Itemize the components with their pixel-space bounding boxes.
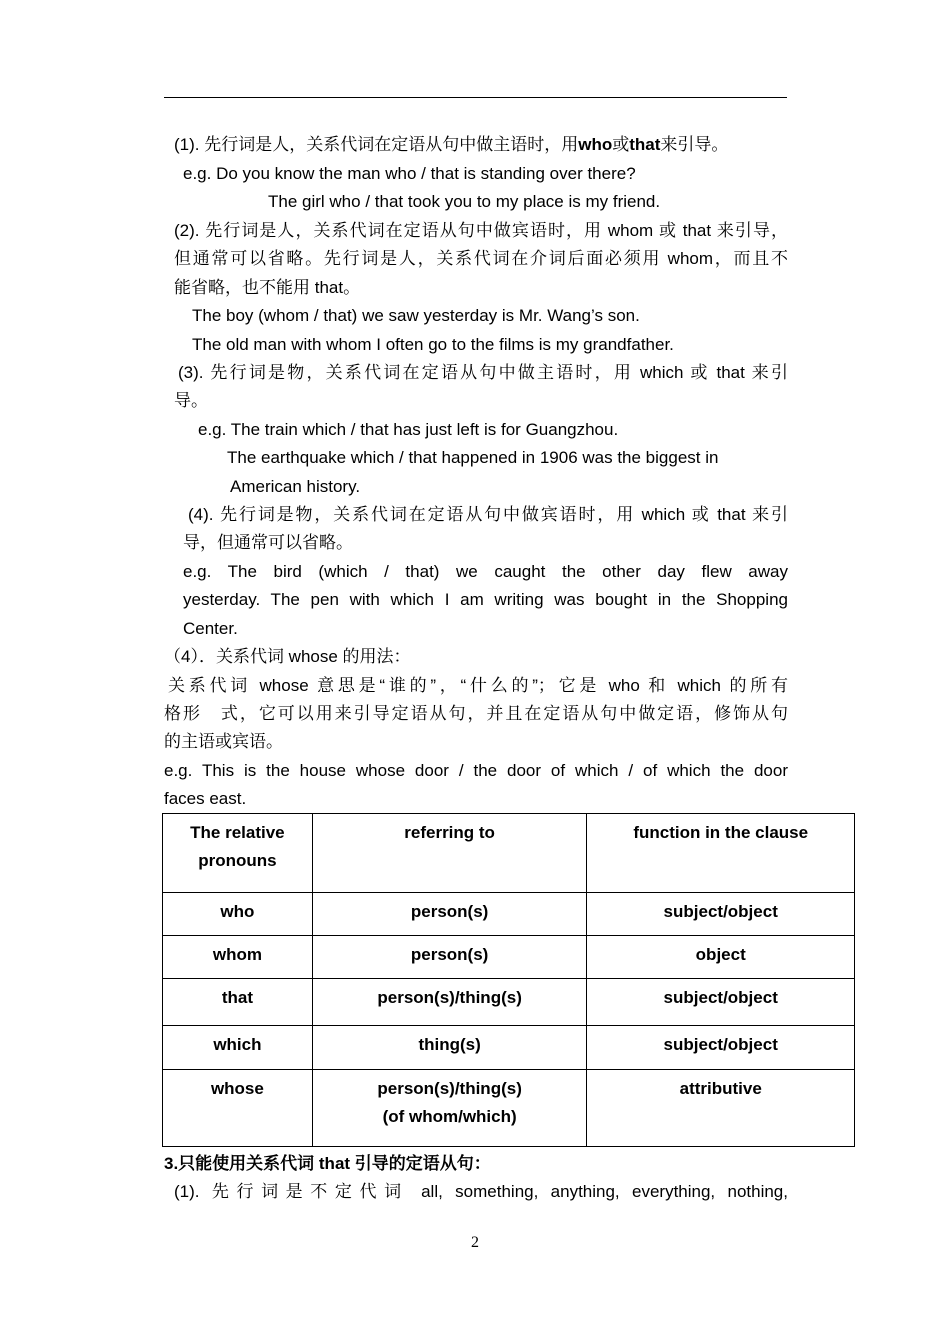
whose-example-1: e.g. This is the house whose door / the door of which / of which the door bbox=[164, 761, 788, 780]
cell-pronoun: which bbox=[163, 1026, 313, 1070]
section-3-line-1: (1). 先行词是不定代词 all, something, anything, everything, nothing, bbox=[174, 1182, 788, 1201]
table-header-row bbox=[163, 814, 855, 893]
cell-refer: thing(s) bbox=[312, 1026, 587, 1070]
rule-2-line-3: 能省略，也不能用 that。 bbox=[174, 278, 361, 297]
keyword-that: that bbox=[629, 135, 661, 154]
cell-refer: person(s) bbox=[312, 936, 587, 979]
cell-refer: person(s)/thing(s) (of whom/which) bbox=[312, 1070, 587, 1147]
cell-function: attributive bbox=[587, 1070, 855, 1147]
cell-pronoun: that bbox=[163, 979, 313, 1026]
table-row bbox=[163, 936, 855, 979]
cell-function: subject/object bbox=[587, 893, 855, 936]
rule-1-tail: 来引导。 bbox=[660, 135, 729, 154]
table-row bbox=[163, 1070, 855, 1147]
rule-4-example-3: Center. bbox=[183, 619, 238, 638]
rule-1-text: (1). 先行词是人，关系代词在定语从句中做主语时，用 bbox=[174, 135, 579, 154]
rule-1-example-1: e.g. Do you know the man who / that is standing over there? bbox=[183, 164, 636, 183]
keyword-who: who bbox=[578, 135, 613, 154]
cell-function: subject/object bbox=[587, 979, 855, 1026]
cell-pronoun: who bbox=[163, 893, 313, 936]
rule-1-line bbox=[174, 134, 728, 156]
rule-2-example-1: The boy (whom / that) we saw yesterday is Mr. Wang’s son. bbox=[192, 306, 640, 325]
cell-function: object bbox=[587, 936, 855, 979]
table-row bbox=[163, 1026, 855, 1070]
page-number: 2 bbox=[471, 1234, 479, 1251]
header-cell-pronouns: The relative pronouns bbox=[163, 814, 313, 893]
header-rule bbox=[164, 97, 787, 98]
cell-pronoun: whom bbox=[163, 936, 313, 979]
rule-3-example-2a: The earthquake which / that happened in 1906 was the biggest in bbox=[227, 448, 719, 467]
rule-4-example-1: e.g. The bird (which / that) we caught the other day flew away bbox=[183, 562, 788, 581]
table-row bbox=[163, 979, 855, 1026]
section-3-heading: 3.只能使用关系代词 that 引导的定语从句： bbox=[164, 1154, 491, 1173]
rule-4-line-1: (4). 先行词是物，关系代词在定语从句中做宾语时，用 which 或 that 来引 bbox=[188, 505, 788, 524]
rule-2-line-2: 但通常可以省略。先行词是人，关系代词在介词后面必须用 whom，而且不 bbox=[174, 249, 788, 268]
cell-function: subject/object bbox=[587, 1026, 855, 1070]
whose-example-2: faces east. bbox=[164, 789, 247, 808]
cell-pronoun: whose bbox=[163, 1070, 313, 1147]
rule-2-line-1: (2). 先行词是人，关系代词在定语从句中做宾语时，用 whom 或 that 来引导， bbox=[174, 221, 788, 240]
rule-3-line-1: (3). 先行词是物，关系代词在定语从句中做主语时，用 which 或 that 来引 bbox=[178, 363, 788, 382]
whose-line-1: 关系代词 whose 意思是“谁的”，“什么的”；它是 who 和 which 的所有 bbox=[168, 676, 788, 695]
header-cell-function: function in the clause bbox=[587, 814, 855, 893]
cell-refer: person(s)/thing(s) bbox=[312, 979, 587, 1026]
rule-3-line-2: 导。 bbox=[174, 391, 208, 410]
rule-1-or: 或 bbox=[612, 135, 630, 154]
relative-pronoun-table bbox=[162, 813, 855, 1147]
whose-line-3: 的主语或宾语。 bbox=[164, 732, 283, 751]
rule-4-example-2: yesterday. The pen with which I am writing was bought in the Shopping bbox=[183, 590, 788, 609]
rule-3-example-2b: American history. bbox=[230, 477, 361, 496]
rule-4-line-2: 导，但通常可以省略。 bbox=[183, 533, 353, 552]
header-cell-referring: referring to bbox=[312, 814, 587, 893]
whose-line-2: 格形 式，它可以用来引导定语从句，并且在定语从句中做定语，修饰从句 bbox=[164, 704, 788, 723]
rule-1-example-2: The girl who / that took you to my place is my friend. bbox=[268, 192, 661, 211]
rule-2-example-2: The old man with whom I often go to the films is my grandfather. bbox=[192, 335, 674, 354]
whose-heading: （4）．关系代词 whose 的用法： bbox=[164, 647, 411, 666]
rule-3-example-1: e.g. The train which / that has just left is for Guangzhou. bbox=[198, 420, 619, 439]
table-row bbox=[163, 893, 855, 936]
cell-refer: person(s) bbox=[312, 893, 587, 936]
